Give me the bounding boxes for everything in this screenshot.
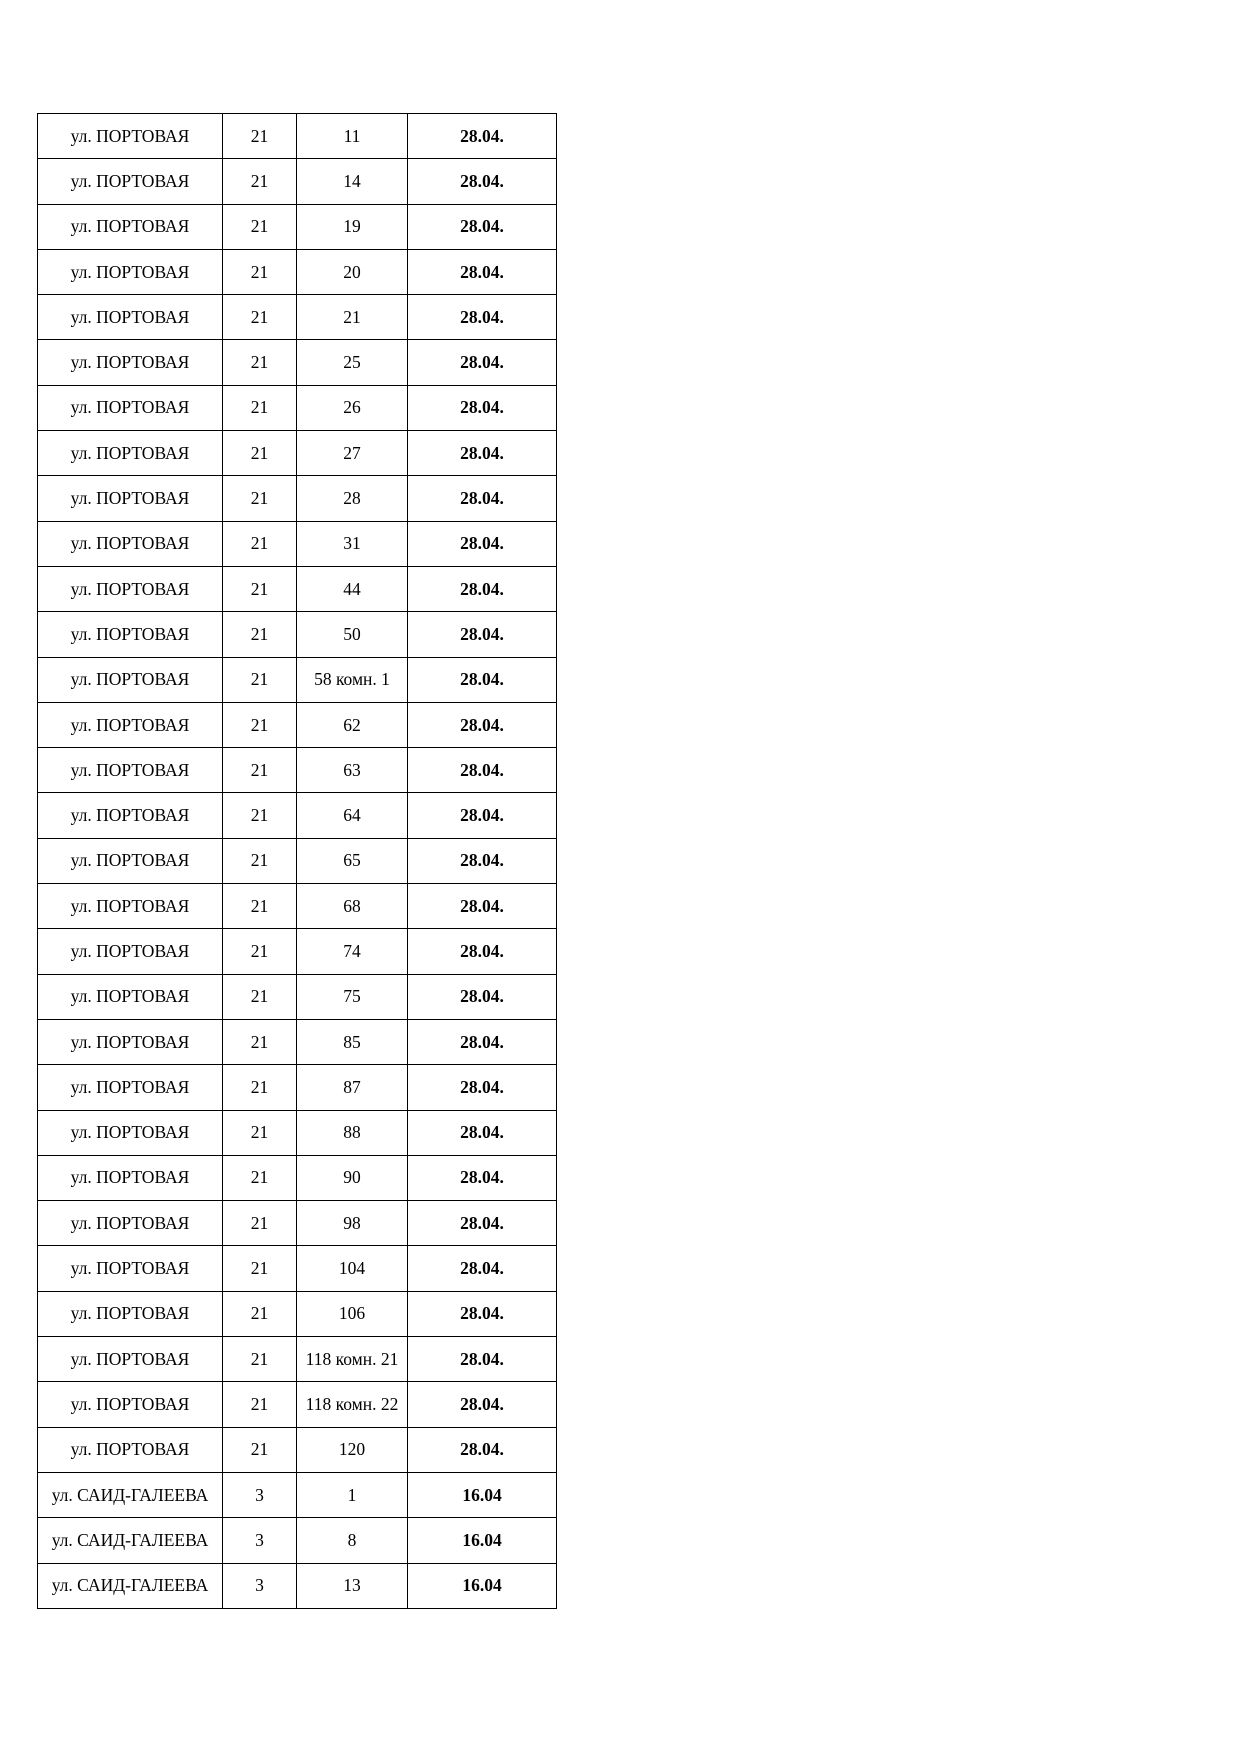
- table-row: [38, 1427, 557, 1472]
- street-cell: ул. ПОРТОВАЯ: [38, 974, 223, 1019]
- table-row: [38, 1155, 557, 1200]
- house-number-cell: 21: [223, 385, 297, 430]
- street-cell: ул. ПОРТОВАЯ: [38, 114, 223, 159]
- date-cell: 28.04.: [408, 838, 557, 883]
- apartment-cell: 31: [297, 521, 408, 566]
- table-row: [38, 702, 557, 747]
- house-number-cell: 21: [223, 159, 297, 204]
- table-row: [38, 974, 557, 1019]
- street-cell: ул. ПОРТОВАЯ: [38, 1201, 223, 1246]
- apartment-cell: 25: [297, 340, 408, 385]
- street-cell: ул. ПОРТОВАЯ: [38, 1382, 223, 1427]
- apartment-cell: 65: [297, 838, 408, 883]
- house-number-cell: 3: [223, 1472, 297, 1517]
- house-number-cell: 21: [223, 974, 297, 1019]
- table-row: [38, 1246, 557, 1291]
- apartment-cell: 68: [297, 884, 408, 929]
- date-cell: 28.04.: [408, 702, 557, 747]
- table-row: [38, 385, 557, 430]
- table-row: [38, 1382, 557, 1427]
- house-number-cell: 21: [223, 1065, 297, 1110]
- house-number-cell: 21: [223, 884, 297, 929]
- street-cell: ул. ПОРТОВАЯ: [38, 385, 223, 430]
- date-cell: 28.04.: [408, 1427, 557, 1472]
- street-cell: ул. ПОРТОВАЯ: [38, 566, 223, 611]
- house-number-cell: 21: [223, 929, 297, 974]
- date-cell: 28.04.: [408, 929, 557, 974]
- table-row: [38, 431, 557, 476]
- house-number-cell: 21: [223, 612, 297, 657]
- apartment-cell: 106: [297, 1291, 408, 1336]
- street-cell: ул. ПОРТОВАЯ: [38, 249, 223, 294]
- table-row: [38, 1291, 557, 1336]
- table-row: [38, 793, 557, 838]
- apartment-cell: 14: [297, 159, 408, 204]
- table-row: [38, 1518, 557, 1563]
- table-row: [38, 159, 557, 204]
- date-cell: 28.04.: [408, 974, 557, 1019]
- apartment-cell: 62: [297, 702, 408, 747]
- date-cell: 28.04.: [408, 385, 557, 430]
- house-number-cell: 21: [223, 295, 297, 340]
- house-number-cell: 3: [223, 1518, 297, 1563]
- house-number-cell: 21: [223, 566, 297, 611]
- street-cell: ул. ПОРТОВАЯ: [38, 884, 223, 929]
- apartment-cell: 28: [297, 476, 408, 521]
- apartment-cell: 19: [297, 204, 408, 249]
- apartment-cell: 50: [297, 612, 408, 657]
- house-number-cell: 21: [223, 1019, 297, 1064]
- date-cell: 28.04.: [408, 340, 557, 385]
- street-cell: ул. ПОРТОВАЯ: [38, 929, 223, 974]
- house-number-cell: 3: [223, 1563, 297, 1608]
- table-row: [38, 1201, 557, 1246]
- street-cell: ул. САИД-ГАЛЕЕВА: [38, 1563, 223, 1608]
- house-number-cell: 21: [223, 657, 297, 702]
- street-cell: ул. ПОРТОВАЯ: [38, 793, 223, 838]
- date-cell: 28.04.: [408, 476, 557, 521]
- date-cell: 28.04.: [408, 431, 557, 476]
- street-cell: ул. ПОРТОВАЯ: [38, 159, 223, 204]
- street-cell: ул. ПОРТОВАЯ: [38, 521, 223, 566]
- table-row: [38, 1110, 557, 1155]
- street-cell: ул. ПОРТОВАЯ: [38, 431, 223, 476]
- street-cell: ул. ПОРТОВАЯ: [38, 1337, 223, 1382]
- street-cell: ул. ПОРТОВАЯ: [38, 1065, 223, 1110]
- table-row: [38, 295, 557, 340]
- apartment-cell: 90: [297, 1155, 408, 1200]
- apartment-cell: 1: [297, 1472, 408, 1517]
- apartment-cell: 87: [297, 1065, 408, 1110]
- apartment-cell: 8: [297, 1518, 408, 1563]
- table-row: [38, 476, 557, 521]
- house-number-cell: 21: [223, 838, 297, 883]
- apartment-cell: 20: [297, 249, 408, 294]
- house-number-cell: 21: [223, 249, 297, 294]
- date-cell: 28.04.: [408, 612, 557, 657]
- street-cell: ул. ПОРТОВАЯ: [38, 295, 223, 340]
- street-cell: ул. ПОРТОВАЯ: [38, 1291, 223, 1336]
- date-cell: 28.04.: [408, 249, 557, 294]
- apartment-cell: 63: [297, 748, 408, 793]
- table-row: [38, 1065, 557, 1110]
- date-cell: 28.04.: [408, 521, 557, 566]
- date-cell: 28.04.: [408, 884, 557, 929]
- date-cell: 28.04.: [408, 1382, 557, 1427]
- apartment-cell: 26: [297, 385, 408, 430]
- apartment-cell: 21: [297, 295, 408, 340]
- table-row: [38, 1337, 557, 1382]
- date-cell: 28.04.: [408, 1019, 557, 1064]
- date-cell: 16.04: [408, 1563, 557, 1608]
- house-number-cell: 21: [223, 1155, 297, 1200]
- table-row: [38, 340, 557, 385]
- house-number-cell: 21: [223, 521, 297, 566]
- house-number-cell: 21: [223, 1201, 297, 1246]
- street-cell: ул. ПОРТОВАЯ: [38, 657, 223, 702]
- date-cell: 28.04.: [408, 1246, 557, 1291]
- street-cell: ул. ПОРТОВАЯ: [38, 1019, 223, 1064]
- apartment-cell: 88: [297, 1110, 408, 1155]
- date-cell: 28.04.: [408, 1291, 557, 1336]
- house-number-cell: 21: [223, 431, 297, 476]
- street-cell: ул. ПОРТОВАЯ: [38, 838, 223, 883]
- date-cell: 28.04.: [408, 793, 557, 838]
- table-row: [38, 838, 557, 883]
- table-row: [38, 566, 557, 611]
- date-cell: 28.04.: [408, 159, 557, 204]
- apartment-cell: 74: [297, 929, 408, 974]
- apartment-cell: 120: [297, 1427, 408, 1472]
- address-schedule-table: [37, 113, 557, 1609]
- street-cell: ул. ПОРТОВАЯ: [38, 612, 223, 657]
- table-row: [38, 521, 557, 566]
- date-cell: 28.04.: [408, 1201, 557, 1246]
- house-number-cell: 21: [223, 748, 297, 793]
- date-cell: 28.04.: [408, 114, 557, 159]
- house-number-cell: 21: [223, 793, 297, 838]
- house-number-cell: 21: [223, 1427, 297, 1472]
- apartment-cell: 118 комн. 21: [297, 1337, 408, 1382]
- date-cell: 28.04.: [408, 295, 557, 340]
- house-number-cell: 21: [223, 1337, 297, 1382]
- apartment-cell: 58 комн. 1: [297, 657, 408, 702]
- street-cell: ул. ПОРТОВАЯ: [38, 702, 223, 747]
- table-row: [38, 929, 557, 974]
- house-number-cell: 21: [223, 1291, 297, 1336]
- street-cell: ул. ПОРТОВАЯ: [38, 204, 223, 249]
- apartment-cell: 44: [297, 566, 408, 611]
- house-number-cell: 21: [223, 1246, 297, 1291]
- date-cell: 28.04.: [408, 204, 557, 249]
- table-row: [38, 249, 557, 294]
- house-number-cell: 21: [223, 1110, 297, 1155]
- date-cell: 28.04.: [408, 1110, 557, 1155]
- table-row: [38, 657, 557, 702]
- house-number-cell: 21: [223, 114, 297, 159]
- street-cell: ул. ПОРТОВАЯ: [38, 476, 223, 521]
- table-row: [38, 1563, 557, 1608]
- street-cell: ул. ПОРТОВАЯ: [38, 1427, 223, 1472]
- house-number-cell: 21: [223, 204, 297, 249]
- table-row: [38, 612, 557, 657]
- table-row: [38, 204, 557, 249]
- apartment-cell: 75: [297, 974, 408, 1019]
- street-cell: ул. ПОРТОВАЯ: [38, 1110, 223, 1155]
- table-row: [38, 884, 557, 929]
- street-cell: ул. ПОРТОВАЯ: [38, 340, 223, 385]
- house-number-cell: 21: [223, 702, 297, 747]
- table-row: [38, 1019, 557, 1064]
- date-cell: 16.04: [408, 1472, 557, 1517]
- apartment-cell: 98: [297, 1201, 408, 1246]
- date-cell: 28.04.: [408, 1337, 557, 1382]
- apartment-cell: 11: [297, 114, 408, 159]
- street-cell: ул. ПОРТОВАЯ: [38, 1155, 223, 1200]
- street-cell: ул. САИД-ГАЛЕЕВА: [38, 1518, 223, 1563]
- apartment-cell: 104: [297, 1246, 408, 1291]
- street-cell: ул. САИД-ГАЛЕЕВА: [38, 1472, 223, 1517]
- table-row: [38, 114, 557, 159]
- date-cell: 16.04: [408, 1518, 557, 1563]
- apartment-cell: 64: [297, 793, 408, 838]
- house-number-cell: 21: [223, 476, 297, 521]
- apartment-cell: 13: [297, 1563, 408, 1608]
- street-cell: ул. ПОРТОВАЯ: [38, 1246, 223, 1291]
- table-row: [38, 748, 557, 793]
- table-body: [38, 114, 557, 1609]
- date-cell: 28.04.: [408, 1065, 557, 1110]
- apartment-cell: 118 комн. 22: [297, 1382, 408, 1427]
- apartment-cell: 27: [297, 431, 408, 476]
- house-number-cell: 21: [223, 340, 297, 385]
- street-cell: ул. ПОРТОВАЯ: [38, 748, 223, 793]
- table-row: [38, 1472, 557, 1517]
- apartment-cell: 85: [297, 1019, 408, 1064]
- date-cell: 28.04.: [408, 1155, 557, 1200]
- date-cell: 28.04.: [408, 566, 557, 611]
- date-cell: 28.04.: [408, 657, 557, 702]
- date-cell: 28.04.: [408, 748, 557, 793]
- house-number-cell: 21: [223, 1382, 297, 1427]
